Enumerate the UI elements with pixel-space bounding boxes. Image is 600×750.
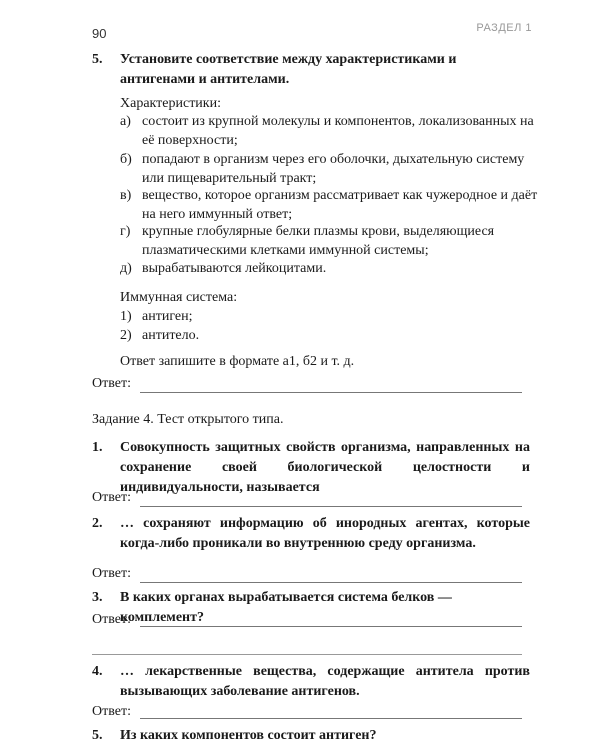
t4-q1-number: 1. — [92, 440, 103, 455]
immune-item-2 — [120, 326, 200, 345]
t4-q4-answer-label: Ответ: — [92, 704, 131, 719]
characteristic-label: г) — [120, 224, 131, 239]
t4-q3-answer-label: Ответ: — [92, 612, 131, 627]
t4-q4-text: … лекарственные вещества, содержащие антитела против вызывающих заболевание антигенов. — [120, 664, 530, 699]
characteristic-label: а) — [120, 114, 131, 129]
q5-answer-field[interactable] — [140, 392, 522, 393]
characteristic-item-g — [120, 222, 495, 258]
immune-text: антиген; — [142, 309, 193, 324]
format-note: Ответ запишите в формате а1, б2 и т. д. — [120, 354, 355, 369]
t4-q5-text: Из каких компонентов состоит антиген? — [120, 728, 377, 743]
t4-q5-number: 5. — [92, 728, 103, 743]
characteristic-label: д) — [120, 261, 132, 276]
q5-text: Установите соответствие между характеристиками и антигенами и антителами. — [120, 52, 457, 87]
t4-q3-extra-line[interactable] — [92, 654, 522, 655]
t4-q2-answer-field[interactable] — [140, 582, 522, 583]
t4-q1-text: Совокупность защитных свойств организма, направленных на сохранение своей биологической целостности и индивидуальности, называется — [120, 440, 530, 495]
immune-label: 2) — [120, 328, 132, 343]
characteristic-text: попадают в организм через его оболочки, дыхательную систему или пищеварительный тракт; — [142, 152, 525, 186]
q5-number: 5. — [92, 52, 103, 67]
t4-q3-answer-field[interactable] — [140, 626, 522, 627]
characteristic-item-a — [120, 112, 534, 148]
t4-q1-answer-field[interactable] — [140, 506, 522, 507]
page-number: 90 — [92, 26, 107, 41]
characteristic-text: вырабатываются лейкоцитами. — [142, 261, 327, 276]
t4-q4-number: 4. — [92, 664, 103, 679]
t4-q2-text: … сохраняют информацию об инородных агентах, которые когда-либо проникали во внутреннюю среду организма. — [120, 516, 530, 551]
characteristics-title: Характеристики: — [120, 96, 221, 111]
characteristic-text: состоит из крупной молекулы и компонентов, локализованных на её поверхности; — [142, 114, 534, 148]
t4-q2-number: 2. — [92, 516, 103, 531]
immune-title: Иммунная система: — [120, 290, 238, 305]
immune-text: антитело. — [142, 328, 200, 343]
section-header: РАЗДЕЛ 1 — [476, 22, 532, 34]
q5-answer-label: Ответ: — [92, 376, 131, 391]
t4-q3-number: 3. — [92, 590, 103, 605]
characteristic-item-b — [120, 150, 525, 186]
characteristic-item-d — [120, 259, 327, 278]
t4-q3-text: В каких органах вырабатывается система белков — комплемент? — [120, 590, 452, 625]
characteristic-text: вещество, которое организм рассматривает как чужеродное и даёт на него иммунный ответ; — [142, 188, 538, 222]
t4-q2-answer-label: Ответ: — [92, 566, 131, 581]
t4-q4-answer-field[interactable] — [140, 718, 522, 719]
t4-q1-answer-label: Ответ: — [92, 490, 131, 505]
characteristic-item-v — [120, 186, 538, 222]
immune-item-1 — [120, 307, 193, 326]
characteristic-text: крупные глобулярные белки плазмы крови, выделяющиеся плазматическими клетками иммунной системы; — [142, 224, 495, 258]
characteristic-label: б) — [120, 152, 132, 167]
characteristic-label: в) — [120, 188, 132, 203]
immune-label: 1) — [120, 309, 132, 324]
task4-title: Задание 4. Тест открытого типа. — [92, 412, 284, 427]
